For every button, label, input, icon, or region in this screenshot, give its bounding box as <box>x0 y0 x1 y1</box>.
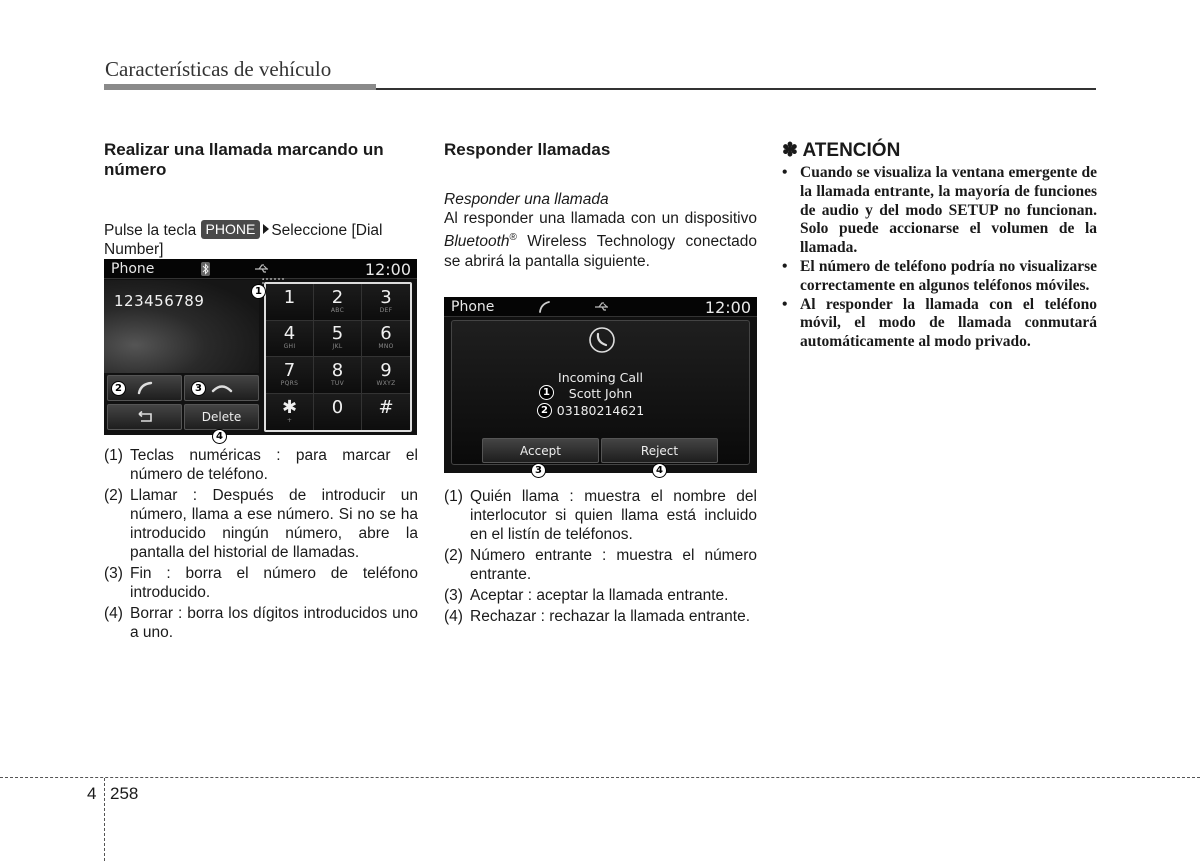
key-letters: + <box>286 416 293 424</box>
legend-item-number: (2) <box>444 547 463 564</box>
legend-item <box>444 586 757 605</box>
attention-item-text: Cuando se visualiza la ventana emergente de la llamada entrante, la mayoría de funciones de audio y del modo SETUP no funcionan. Solo puede accionarse el volumen de la llamada. <box>800 164 1097 257</box>
bluetooth-icon <box>201 262 210 276</box>
legend-item-text: Quién llama : muestra el nombre del interlocutor si quien llama está incluido en el listín de teléfonos. <box>470 488 757 543</box>
page-number: 258 <box>110 784 139 803</box>
legend-item-number: (3) <box>444 587 463 604</box>
key-digit: 1 <box>283 286 296 308</box>
keypad-key[interactable] <box>362 394 410 431</box>
phone-key-label: PHONE <box>201 220 261 239</box>
dial-legend-list <box>104 446 418 642</box>
answer-legend-list <box>444 487 757 626</box>
dial-display <box>104 280 259 373</box>
key-letters: PQRS <box>280 379 299 387</box>
key-letters: JKL <box>332 343 343 351</box>
key-digit: 4 <box>283 323 296 345</box>
phone-handset-icon <box>588 326 616 354</box>
legend-item-number: (1) <box>444 488 463 505</box>
key-digit: 9 <box>380 359 392 381</box>
marker-3: 3 <box>191 381 206 396</box>
column-attention <box>782 140 1097 352</box>
bullet: • <box>782 257 788 275</box>
dial-legend <box>104 446 418 644</box>
attention-item-text: Al responder la llamada con el teléfono móvil, el modo de llamada conmutará automáticamente al modo privado. <box>800 295 1097 351</box>
delete-button[interactable] <box>184 404 259 430</box>
reject-label: Reject <box>640 443 679 458</box>
marker-4: 4 <box>212 429 227 444</box>
legend-item-number: (4) <box>444 608 463 625</box>
key-letters: TUV <box>330 379 345 387</box>
key-letters: DEF <box>379 306 393 314</box>
legend-item <box>444 487 757 544</box>
back-button[interactable] <box>107 404 182 430</box>
legend-item-text: Número entrante : muestra el número entrante. <box>470 547 757 583</box>
answer-para-reg: ® <box>509 232 517 244</box>
caller-name: Scott John <box>568 386 633 401</box>
keypad-key[interactable] <box>266 394 314 431</box>
marker-caller-4: 4 <box>652 463 667 478</box>
keypad <box>264 282 412 432</box>
key-digit: 8 <box>331 359 344 381</box>
dial-intro-post: Seleccione [Dial Number] <box>104 222 383 259</box>
legend-item-text: Teclas numéricas : para marcar el número de teléfono. <box>130 447 418 483</box>
delete-label: Delete <box>201 410 242 424</box>
dial-intro-pre: Pulse la tecla <box>104 222 197 239</box>
incoming-call-screen <box>444 297 757 473</box>
attention-item-text: El número de teléfono podría no visualizarse correctamente en algunos teléfonos móviles. <box>800 257 1097 294</box>
keypad-key[interactable] <box>266 357 314 394</box>
legend-item-text: Fin : borra el número de teléfono introducido. <box>130 565 418 601</box>
answer-para-bt: Bluetooth <box>444 233 510 251</box>
screen-title: Phone <box>111 261 155 277</box>
arrow-right-icon <box>263 224 269 234</box>
keypad-key[interactable] <box>314 394 362 431</box>
key-digit: 2 <box>331 286 344 308</box>
keypad-key[interactable] <box>362 284 410 321</box>
attention-list <box>782 164 1097 352</box>
call-icon <box>135 381 155 395</box>
keypad-key[interactable] <box>314 321 362 358</box>
key-digit: 7 <box>283 359 296 381</box>
keypad-key[interactable] <box>362 321 410 358</box>
key-letters: MNO <box>378 343 394 351</box>
legend-item-number: (1) <box>104 447 123 464</box>
end-call-icon <box>210 381 234 395</box>
attention-item <box>782 164 1097 258</box>
answer-para-b: Wireless Technology conectado se abrirá la pantalla siguiente. <box>444 233 757 270</box>
dialed-number: 123456789 <box>114 292 205 310</box>
key-letters: GHI <box>283 343 296 351</box>
key-digit: 5 <box>331 323 344 345</box>
answer-paragraph <box>444 209 757 271</box>
key-digit: ✱ <box>281 396 298 418</box>
usb-icon <box>254 264 270 274</box>
subheading-answer: Responder una llamada <box>444 191 609 208</box>
key-digit: 0 <box>331 396 344 418</box>
section-heading-dial: Realizar una llamada marcando un número <box>104 140 384 179</box>
footer-rule <box>0 777 1200 778</box>
key-letters: WXYZ <box>376 379 396 387</box>
answer-legend <box>444 487 757 628</box>
legend-item-number: (2) <box>104 487 123 504</box>
call-status-icon <box>537 300 551 314</box>
accept-button[interactable] <box>482 438 599 463</box>
status-bar-2 <box>444 297 757 317</box>
legend-item-text: Borrar : borra los dígitos introducidos uno a uno. <box>130 605 418 641</box>
attention-title: ✽ ATENCIÓN <box>782 140 901 161</box>
marker-caller-2: 2 <box>537 403 552 418</box>
marker-1: 1 <box>251 284 266 299</box>
marker-2: 2 <box>111 381 126 396</box>
legend-item <box>444 546 757 584</box>
attention-item <box>782 296 1097 352</box>
legend-item <box>444 607 757 626</box>
marker-caller-3: 3 <box>531 463 546 478</box>
legend-item-number: (3) <box>104 565 123 582</box>
bullet: • <box>782 295 788 313</box>
legend-item <box>104 486 418 562</box>
chapter-number: 4 <box>87 784 97 803</box>
usb-icon-2 <box>594 302 610 312</box>
section-heading-answer: Responder llamadas <box>444 140 611 159</box>
key-digit: 3 <box>380 286 392 308</box>
legend-item-text: Llamar : Después de introducir un número, llama a ese número. Si no se ha introducido ningún número, abre la pantalla del historial de llamadas. <box>130 487 418 561</box>
column-dial-number <box>104 140 418 259</box>
keypad-key[interactable] <box>314 284 362 321</box>
accept-label: Accept <box>520 443 561 458</box>
bullet: • <box>782 164 788 181</box>
legend-item-text: Aceptar : aceptar la llamada entrante. <box>470 587 729 604</box>
dial-intro <box>104 220 418 259</box>
reject-button[interactable] <box>601 438 718 463</box>
incoming-call-label: Incoming Call <box>558 370 643 385</box>
keypad-key[interactable] <box>266 321 314 358</box>
legend-item <box>104 604 418 642</box>
column-answer-calls <box>444 140 757 271</box>
legend-item-number: (4) <box>104 605 123 622</box>
attention-item <box>782 258 1097 296</box>
key-digit: # <box>378 396 394 418</box>
screen-title-2: Phone <box>451 299 495 315</box>
clock: 12:00 <box>364 260 411 279</box>
legend-item-text: Rechazar : rechazar la llamada entrante. <box>470 608 751 625</box>
clock-2: 12:00 <box>704 298 751 317</box>
caller-number: 03180214621 <box>556 403 645 418</box>
keypad-key[interactable] <box>362 357 410 394</box>
keypad-key[interactable] <box>314 357 362 394</box>
header-rule-thin <box>376 88 1096 90</box>
legend-item <box>104 446 418 484</box>
page-header-title: Características de vehículo <box>105 57 332 81</box>
header-rule-thick <box>104 84 376 90</box>
back-arrow-icon <box>135 411 155 423</box>
key-letters: ABC <box>330 306 345 314</box>
key-digit: 6 <box>380 323 392 345</box>
marker-caller-1: 1 <box>539 385 554 400</box>
legend-item <box>104 564 418 602</box>
footer-vertical-rule <box>104 778 105 861</box>
answer-para-a: Al responder una llamada con un dispositivo <box>444 210 757 227</box>
